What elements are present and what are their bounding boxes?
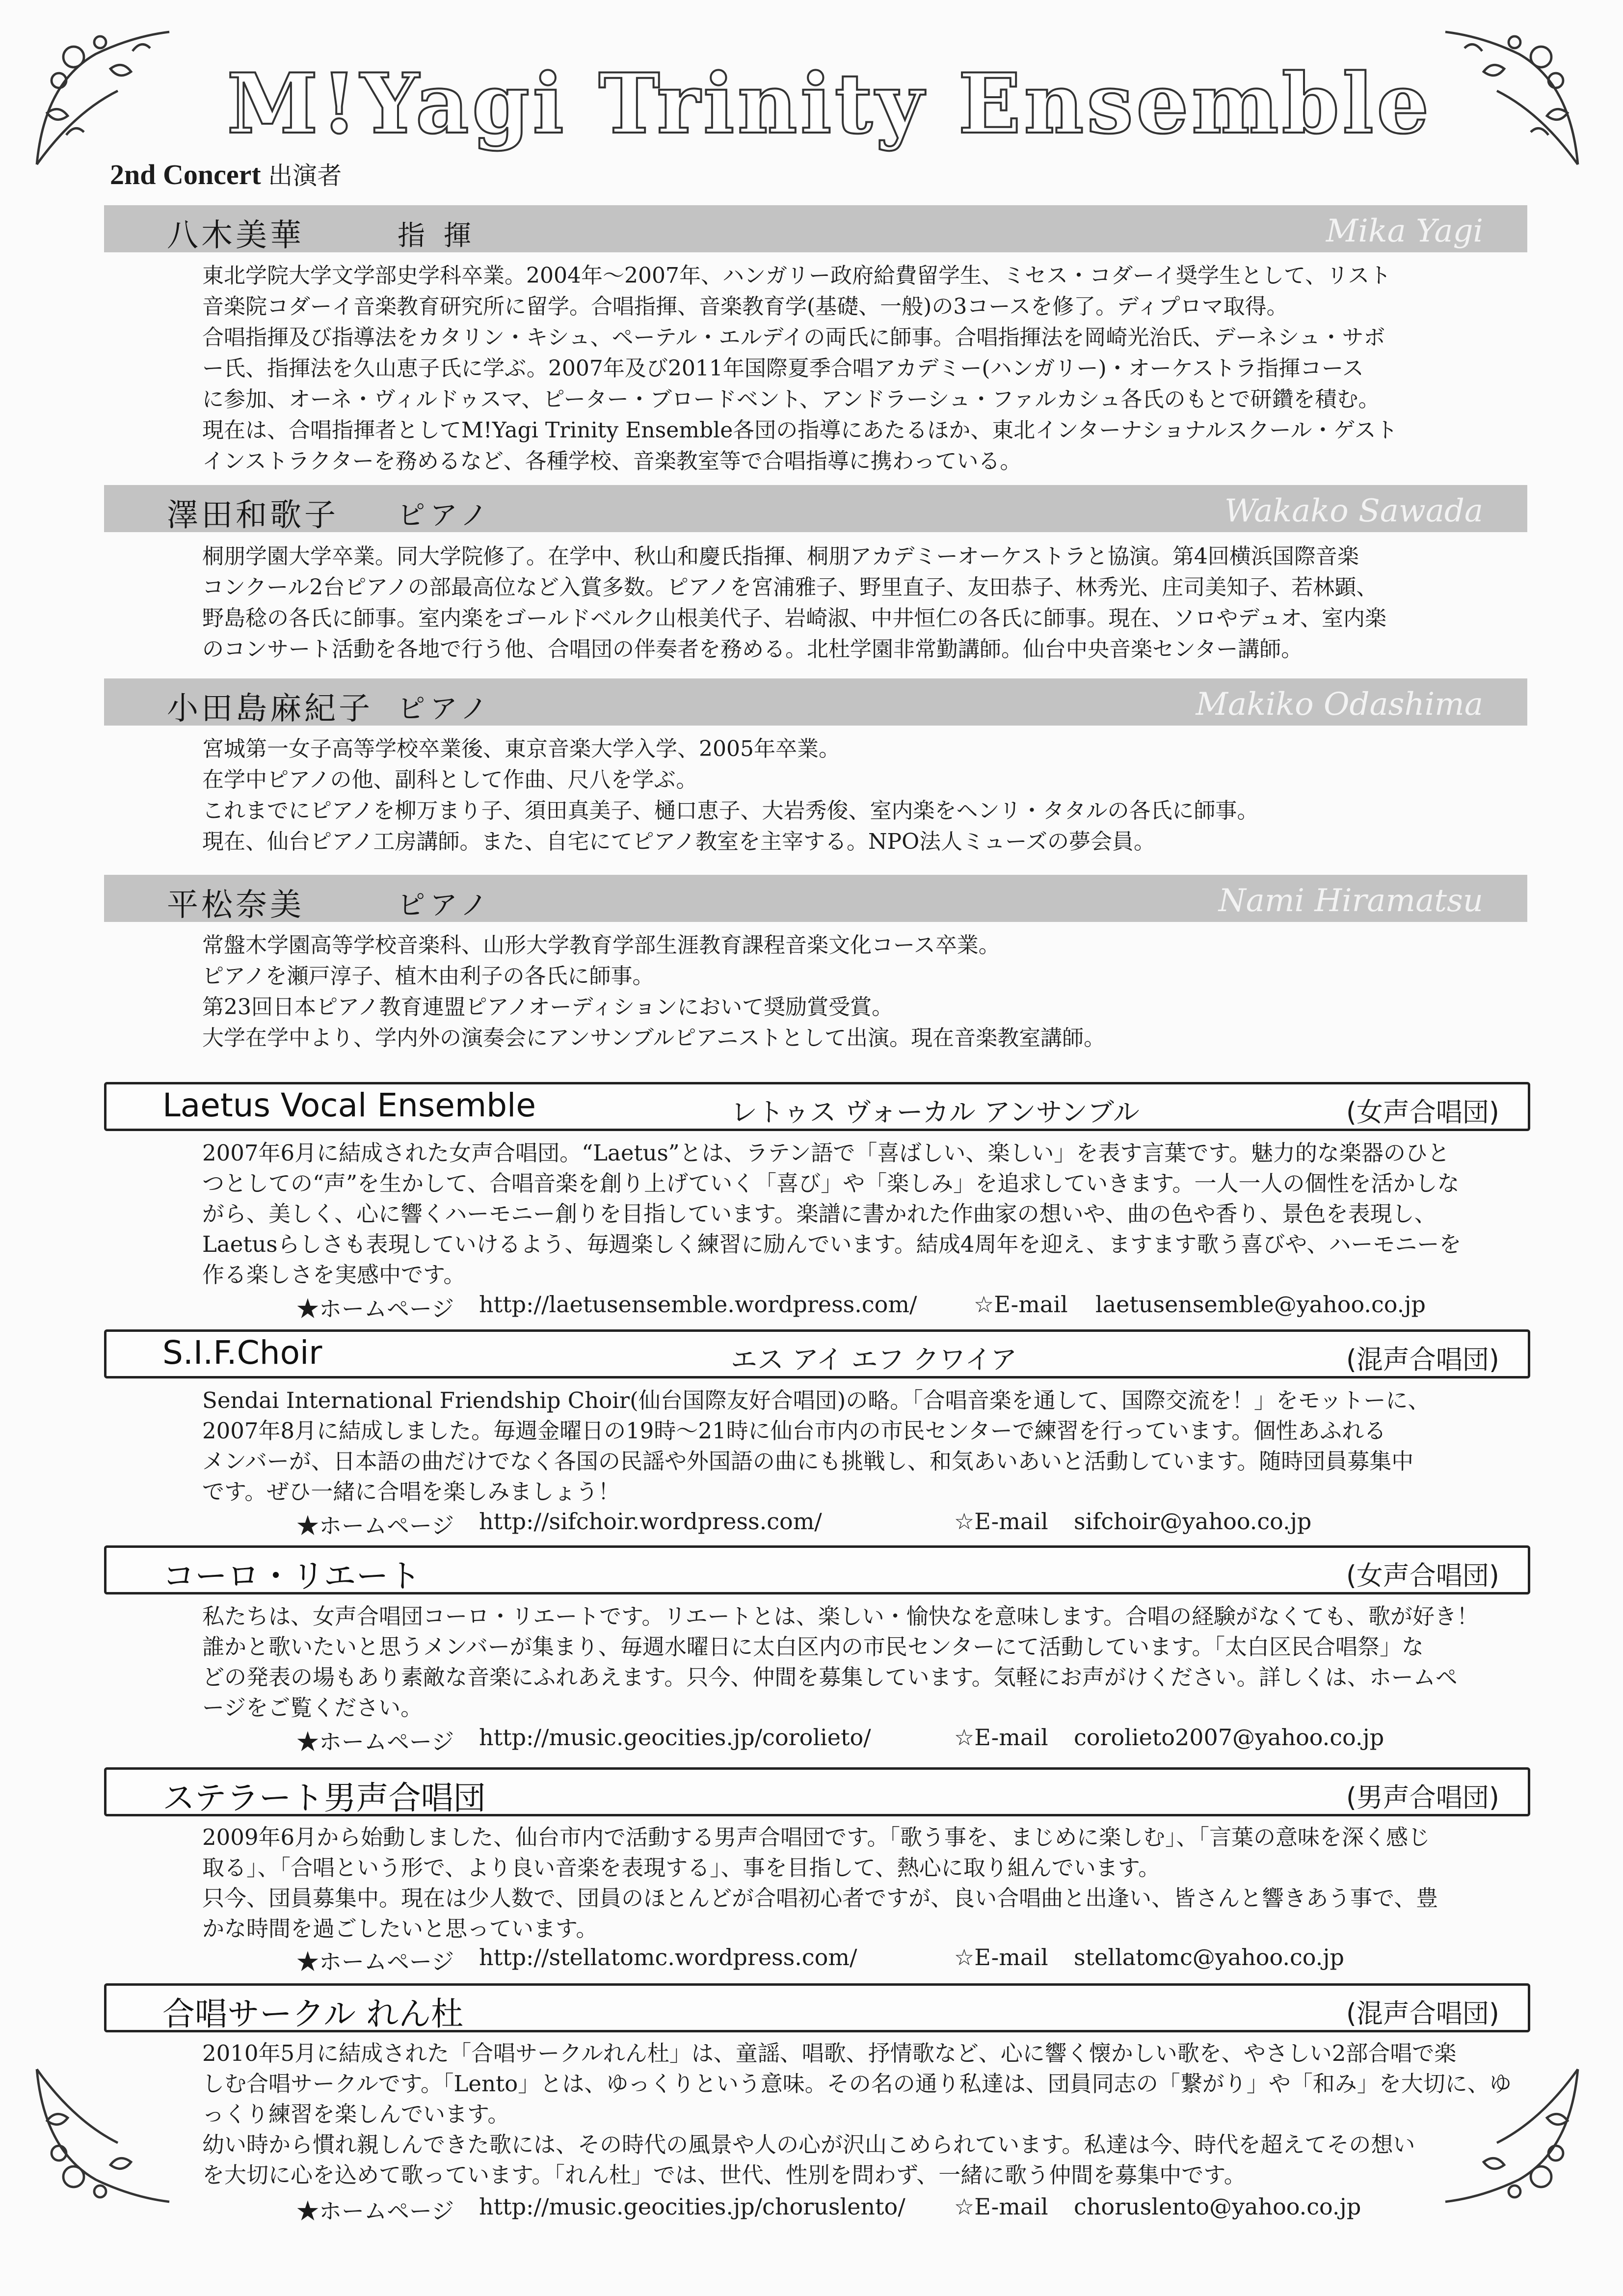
bio-line: 桐朋学園大学卒業。同大学院修了。在学中、秋山和慶氏指揮、桐朋アカデミーオーケストラと協演。第4回横浜国際音楽 [202,544,1359,569]
bio-line: 現在は、合唱指揮者としてM!Yagi Trinity Ensemble各団の指導にあたるほか、東北インターナショナルスクール・ゲスト [202,418,1398,443]
group-name: 合唱サークル れん杜 [162,1995,463,2033]
text-line: がら、美しく、心に響くハーモニー創りを目指しています。楽譜に書かれた作曲家の想いや、曲の色や香り、景色を表現し、 [202,1201,1437,1227]
email-label: ☆E-mail [954,2193,1048,2220]
bio-line: 在学中ピアノの他、副科として作曲、尺八を学ぶ。 [202,767,698,792]
performer-role: 指 揮 [398,220,476,252]
text-line: Laetusらしさも表現していけるよう、毎週楽しく練習に励んでいます。結成4周年を迎え、ますます歌う喜びや、ハーモニーを [202,1231,1462,1257]
homepage-label: ★ホームページ [296,1296,454,1322]
group-contact [296,1724,1499,1755]
performer-roman-name: Mika Yagi [1326,213,1483,249]
text-line: Sendai International Friendship Choir(仙台国際友好合唱団)の略。「合唱音楽を通して、国際交流を！」をモットーに、 [202,1387,1430,1413]
homepage-label: ★ホームページ [296,2198,454,2224]
performer-bio [202,930,1468,1053]
group-contact [296,2193,1499,2224]
homepage-link[interactable]: http://sifchoir.wordpress.com/ [479,1508,822,1535]
text-line: 2009年6月から始動しました、仙台市内で活動する男声合唱団です。「歌う事を、まじめに楽しむ」、「言葉の意味を深く感じ [202,1824,1431,1850]
performer-header [104,678,1527,726]
text-line: 幼い時から慣れ親しんできた歌には、その時代の風景や人の心が沢山こめられています。私達は今、時代を超えてその想い [202,2132,1415,2158]
text-line: かな時間を過ごしたいと思っています。 [202,1916,598,1942]
group-header [104,1329,1530,1378]
email-link[interactable]: stellatomc@yahoo.co.jp [1074,1944,1344,1971]
floral-corner-top-right [1438,25,1585,172]
group-header [104,1082,1530,1131]
text-line: メンバーが、日本語の曲だけでなく各国の民謡や外国語の曲にも挑戦し、和気あいあいと活動しています。随時団員募集中 [202,1448,1414,1474]
text-line: つとしての“声”を生かして、合唱音楽を創り上げていく「喜び」や「楽しみ」を追求していきます。一人一人の個性を活かしな [202,1170,1460,1196]
text-line: っくり練習を楽しんでいます。 [202,2101,510,2127]
email-link[interactable]: laetusensemble@yahoo.co.jp [1095,1291,1426,1318]
text-line: 2007年8月に結成しました。毎週金曜日の19時～21時に仙台市内の市民センターで練習を行っています。個性あふれる [202,1418,1386,1444]
group-type: (女声合唱団) [1346,1097,1499,1128]
bio-line: 野島稔の各氏に師事。室内楽をゴールドベルク山根美代子、岩崎淑、中井恒仁の各氏に師事。現在、ソロやデュオ、室内楽 [202,606,1386,631]
bio-line: ピアノを瀬戸淳子、植木由利子の各氏に師事。 [202,964,654,989]
group-contact [296,1944,1499,1974]
group-name: S.I.F.Choir [162,1334,322,1372]
bio-line: に参加、オーネ・ヴィルドゥスマ、ピーター・ブロードベント、アンドラーシュ・ファルカシュ各氏のもとで研鑽を積む。 [202,387,1380,412]
group-header [104,1545,1530,1594]
group-type: (男声合唱団) [1346,1782,1499,1813]
group-type: (女声合唱団) [1346,1560,1499,1591]
email-label: ☆E-mail [974,1291,1068,1318]
group-contact [296,1508,1499,1539]
group-header [104,1767,1530,1816]
title-text: M!Yagi Trinity Ensemble [227,55,1432,152]
group-name: ステラート男声合唱団 [162,1779,486,1817]
floral-corner-top-left [29,25,177,172]
bio-line: 大学在学中より、学内外の演奏会にアンサンブルピアニストとして出演。現在音楽教室講師。 [202,1026,1106,1051]
email-link[interactable]: sifchoir@yahoo.co.jp [1074,1508,1312,1535]
email-label: ☆E-mail [954,1724,1048,1751]
performer-header [104,875,1527,922]
concert-number: 2nd Concert [110,159,261,190]
text-line: 只今、団員募集中。現在は少人数で、団員のほとんどが合唱初心者ですが、良い合唱曲と出逢い、皆さんと響きあう事で、豊 [202,1885,1438,1911]
performer-roman-name: Nami Hiramatsu [1218,883,1483,919]
performer-name: 小田島麻紀子 [167,691,373,727]
group-kana: エス アイ エフ クワイア [731,1344,1017,1375]
bio-line: 東北学院大学文学部史学科卒業。2004年～2007年、ハンガリー政府給費留学生、ミセス・コダーイ奨学生として、リスト [202,263,1391,288]
performer-bio [202,733,1468,857]
text-line: ージをご覧ください。 [202,1695,423,1721]
email-link[interactable]: corolieto2007@yahoo.co.jp [1074,1724,1384,1751]
group-type: (混声合唱団) [1346,1998,1499,2029]
concert-suffix: 出演者 [268,162,342,190]
bio-line: コンクール2台ピアノの部最高位など入賞多数。ピアノを宮浦雅子、野里直子、友田恭子、林秀光、庄司美知子、若林顕、 [202,575,1378,600]
group-kana: レトゥス ヴォーカル アンサンブル [731,1097,1140,1128]
text-line: 2010年5月に結成された「合唱サークルれん杜」は、童謡、唱歌、抒情歌など、心に響く懐かしい歌を、やさしい2部合唱で楽 [202,2040,1457,2066]
bio-line: 第23回日本ピアノ教育連盟ピアノオーディションにおいて奨励賞受賞。 [202,995,894,1020]
bio-line: 現在、仙台ピアノ工房講師。また、自宅にてピアノ教室を主宰する。NPO法人ミューズの夢会員。 [202,829,1156,854]
homepage-link[interactable]: http://music.geocities.jp/choruslento/ [479,2193,905,2220]
group-description [202,1385,1478,1507]
group-contact [296,1291,1499,1322]
bio-line: 宮城第一女子高等学校卒業後、東京音楽大学入学、2005年卒業。 [202,736,840,761]
text-line: 私たちは、女声合唱団コーロ・リエートです。リエートとは、楽しい・愉快なを意味します。合唱の経験がなくても、歌が好き！ [202,1603,1479,1629]
text-line: です。ぜひ一緒に合唱を楽しみましょう！ [202,1479,620,1505]
group-description [202,1138,1478,1290]
text-line: どの発表の場もあり素敵な音楽にふれあえます。只今、仲間を募集しています。気軽にお声がけください。詳しくは、ホームペ [202,1664,1458,1690]
text-line: 作る楽しさを実感中です。 [202,1262,466,1288]
bio-line: 常盤木学園高等学校音楽科、山形大学教育学部生涯教育課程音楽文化コース卒業。 [202,933,1000,958]
floral-corner-bottom-left [29,2062,177,2209]
text-line: 取る」、「合唱という形で、より良い音楽を表現する」、事を目指して、熱心に取り組んでいます。 [202,1855,1161,1881]
performer-role: ピアノ [398,890,493,921]
performer-header [104,205,1527,252]
text-line: しむ合唱サークルです。「Lento」とは、ゆっくりという意味。その名の通り私達は、団員同志の「繋がり」や「和み」を大切に、ゆ [202,2071,1512,2097]
group-name: コーロ・リエート [162,1557,421,1595]
group-description [202,1822,1478,1944]
performer-role: ピアノ [398,500,493,532]
performer-roman-name: Makiko Odashima [1196,686,1483,723]
email-label: ☆E-mail [954,1944,1048,1971]
group-type: (混声合唱団) [1346,1344,1499,1375]
group-name: Laetus Vocal Ensemble [162,1086,536,1124]
bio-line: 合唱指揮及び指導法をカタリン・キシュ、ペーテル・エルデイの両氏に師事。合唱指揮法を岡崎光治氏、デーネシュ・サボ [202,325,1385,350]
concert-subtitle [110,156,342,191]
performer-name: 八木美華 [167,217,304,254]
performer-roman-name: Wakako Sawada [1224,493,1483,529]
bio-line: のコンサート活動を各地で行う他、合唱団の伴奏者を務める。北杜学園非常勤講師。仙台中央音楽センター講師。 [202,637,1303,662]
bio-line: これまでにピアノを柳万まり子、須田真美子、樋口恵子、大岩秀俊、室内楽をヘンリ・タタルの各氏に師事。 [202,798,1259,823]
bio-line: インストラクターを務めるなど、各種学校、音楽教室等で合唱指導に携わっている。 [202,449,1022,474]
group-description [202,2038,1512,2190]
bio-line: 音楽院コダーイ音楽教育研究所に留学。合唱指揮、音楽教育学(基礎、一般)の3コースを修了。ディプロマ取得。 [202,294,1288,319]
performer-bio [202,541,1468,665]
group-header [104,1983,1530,2032]
performer-header [104,485,1527,532]
performer-name: 澤田和歌子 [167,497,339,534]
homepage-label: ★ホームページ [296,1513,454,1539]
performer-role: ピアノ [398,693,493,725]
email-label: ☆E-mail [954,1508,1048,1535]
performer-name: 平松奈美 [167,887,304,923]
text-line: 誰かと歌いたいと思うメンバーが集まり、毎週水曜日に太白区内の市民センターにて活動しています。「太白区民合唱祭」な [202,1634,1424,1660]
text-line: 2007年6月に結成された女声合唱団。“Laetus”とは、ラテン語で「喜ばしい、楽しい」を表す言葉です。魅力的な楽器のひと [202,1140,1450,1166]
homepage-label: ★ホームページ [296,1729,454,1755]
homepage-label: ★ホームページ [296,1948,454,1975]
email-link[interactable]: choruslento@yahoo.co.jp [1074,2193,1361,2220]
page-title [227,55,1432,157]
group-description [202,1601,1478,1723]
homepage-link[interactable]: http://stellatomc.wordpress.com/ [479,1944,857,1971]
bio-line: ー氏、指揮法を久山恵子氏に学ぶ。2007年及び2011年国際夏季合唱アカデミー(ハンガリー)・オーケストラ指揮コース [202,356,1364,381]
text-line: を大切に心を込めて歌っています。「れん杜」では、世代、性別を問わず、一緒に歌う仲間を募集中です。 [202,2162,1246,2188]
performer-bio [202,260,1468,477]
homepage-link[interactable]: http://music.geocities.jp/corolieto/ [479,1724,871,1751]
homepage-link[interactable]: http://laetusensemble.wordpress.com/ [479,1291,917,1318]
